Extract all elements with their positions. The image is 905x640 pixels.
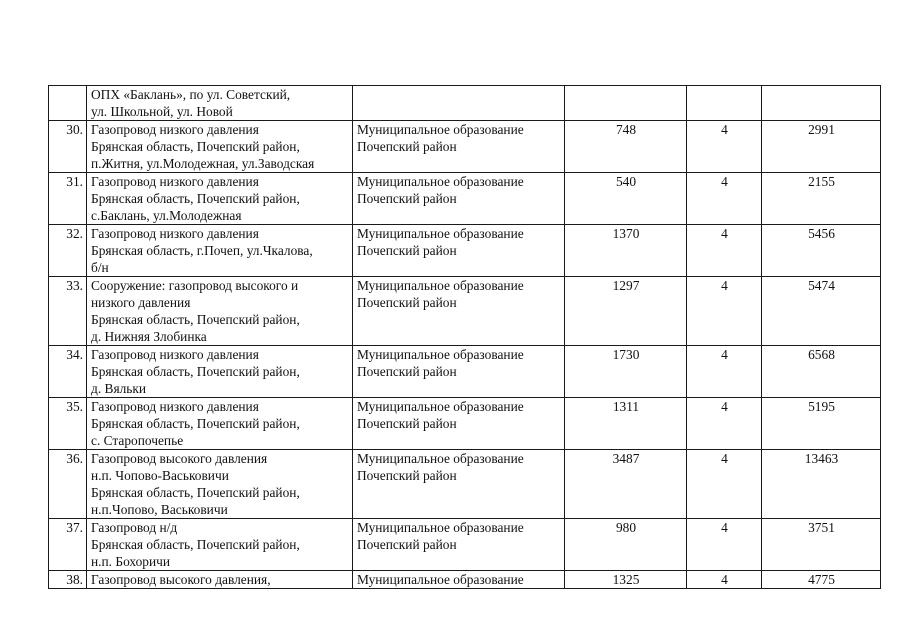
value-cell: 6568: [762, 346, 881, 398]
length-cell: 540: [565, 173, 687, 225]
count-cell: [687, 86, 762, 121]
length-cell: [565, 86, 687, 121]
row-number-cell: 34.: [49, 346, 87, 398]
object-name-line: низкого давления: [91, 295, 191, 310]
table-row: [49, 121, 881, 173]
row-number-cell: 38.: [49, 571, 87, 589]
owner-cell: [353, 225, 565, 277]
object-name-line: п.Житня, ул.Молодежная, ул.Заводская: [91, 156, 315, 171]
object-name-line: Брянская область, Почепский район,: [91, 191, 300, 206]
object-name-line: Газопровод низкого давления: [91, 226, 259, 241]
owner-line: Муниципальное образование: [357, 572, 524, 587]
object-name-cell: [87, 571, 353, 589]
object-name-line: б/н: [91, 260, 109, 275]
object-name-line: ОПХ «Баклань», по ул. Советский,: [91, 87, 291, 102]
value-cell: 4775: [762, 571, 881, 589]
owner-line: Почепский район: [357, 537, 457, 552]
object-name-cell: [87, 346, 353, 398]
owner-line: Почепский район: [357, 468, 457, 483]
owner-cell: [353, 450, 565, 519]
object-name-cell: [87, 225, 353, 277]
row-number-cell: 33.: [49, 277, 87, 346]
owner-line: Почепский район: [357, 364, 457, 379]
object-name-line: Газопровод низкого давления: [91, 399, 259, 414]
object-name-line: Брянская область, Почепский район,: [91, 139, 300, 154]
table-row: [49, 86, 881, 121]
count-cell: 4: [687, 173, 762, 225]
owner-cell: [353, 346, 565, 398]
owner-line: Муниципальное образование: [357, 122, 524, 137]
owner-line: Муниципальное образование: [357, 451, 524, 466]
object-name-cell: [87, 277, 353, 346]
count-cell: 4: [687, 121, 762, 173]
owner-cell: [353, 398, 565, 450]
object-name-line: с.Баклань, ул.Молодежная: [91, 208, 242, 223]
object-name-line: н.п.Чопово, Васьковичи: [91, 502, 228, 517]
object-name-line: Брянская область, Почепский район,: [91, 537, 300, 552]
count-cell: 4: [687, 346, 762, 398]
value-cell: 5474: [762, 277, 881, 346]
object-name-line: д. Нижняя Злобинка: [91, 329, 207, 344]
owner-cell: [353, 519, 565, 571]
object-name-line: Газопровод высокого давления,: [91, 572, 271, 587]
object-name-line: с. Старопочепье: [91, 433, 184, 448]
table-row: [49, 571, 881, 589]
table-row: [49, 225, 881, 277]
object-name-line: н.п. Бохоричи: [91, 554, 171, 569]
length-cell: 1370: [565, 225, 687, 277]
owner-line: Муниципальное образование: [357, 278, 524, 293]
owner-cell: [353, 571, 565, 589]
count-cell: 4: [687, 277, 762, 346]
count-cell: 4: [687, 571, 762, 589]
table-row: [49, 398, 881, 450]
table-row: [49, 346, 881, 398]
length-cell: 748: [565, 121, 687, 173]
length-cell: 980: [565, 519, 687, 571]
object-name-cell: [87, 121, 353, 173]
object-name-line: Сооружение: газопровод высокого и: [91, 278, 299, 293]
object-name-line: н.п. Чопово-Васьковичи: [91, 468, 229, 483]
owner-line: Муниципальное образование: [357, 520, 524, 535]
owner-line: Муниципальное образование: [357, 174, 524, 189]
value-cell: [762, 86, 881, 121]
length-cell: 1297: [565, 277, 687, 346]
object-name-line: ул. Школьной, ул. Новой: [91, 104, 233, 119]
count-cell: 4: [687, 519, 762, 571]
count-cell: 4: [687, 225, 762, 277]
owner-line: Почепский район: [357, 139, 457, 154]
owner-line: Почепский район: [357, 191, 457, 206]
value-cell: 5195: [762, 398, 881, 450]
value-cell: 2155: [762, 173, 881, 225]
owner-cell: [353, 121, 565, 173]
object-name-line: Брянская область, Почепский район,: [91, 312, 300, 327]
owner-cell: [353, 277, 565, 346]
length-cell: 3487: [565, 450, 687, 519]
object-name-cell: [87, 450, 353, 519]
object-name-line: Газопровод низкого давления: [91, 122, 259, 137]
count-cell: 4: [687, 398, 762, 450]
object-name-line: Брянская область, Почепский район,: [91, 364, 300, 379]
value-cell: 5456: [762, 225, 881, 277]
owner-cell: [353, 173, 565, 225]
table-row: [49, 450, 881, 519]
table-row: [49, 173, 881, 225]
table-row: [49, 277, 881, 346]
object-name-line: Брянская область, г.Почеп, ул.Чкалова,: [91, 243, 313, 258]
row-number-cell: 35.: [49, 398, 87, 450]
owner-line: Муниципальное образование: [357, 347, 524, 362]
row-number-cell: 31.: [49, 173, 87, 225]
object-name-cell: [87, 173, 353, 225]
object-name-cell: [87, 519, 353, 571]
table-body: [49, 86, 881, 589]
object-name-line: д. Вяльки: [91, 381, 147, 396]
owner-line: Почепский район: [357, 416, 457, 431]
length-cell: 1325: [565, 571, 687, 589]
owner-line: Почепский район: [357, 243, 457, 258]
table-row: [49, 519, 881, 571]
object-name-line: Газопровод низкого давления: [91, 174, 259, 189]
value-cell: 13463: [762, 450, 881, 519]
row-number-cell: 37.: [49, 519, 87, 571]
object-name-line: Газопровод н/д: [91, 520, 178, 535]
row-number-cell: 32.: [49, 225, 87, 277]
object-name-line: Брянская область, Почепский район,: [91, 485, 300, 500]
value-cell: 3751: [762, 519, 881, 571]
object-name-line: Газопровод низкого давления: [91, 347, 259, 362]
object-name-line: Брянская область, Почепский район,: [91, 416, 300, 431]
object-name-cell: [87, 398, 353, 450]
owner-line: Почепский район: [357, 295, 457, 310]
owner-cell: [353, 86, 565, 121]
object-name-cell: [87, 86, 353, 121]
owner-line: Муниципальное образование: [357, 399, 524, 414]
length-cell: 1311: [565, 398, 687, 450]
count-cell: 4: [687, 450, 762, 519]
row-number-cell: 36.: [49, 450, 87, 519]
row-number-cell: [49, 86, 87, 121]
value-cell: 2991: [762, 121, 881, 173]
length-cell: 1730: [565, 346, 687, 398]
row-number-cell: 30.: [49, 121, 87, 173]
object-name-line: Газопровод высокого давления: [91, 451, 268, 466]
gas-pipeline-registry-table: [48, 85, 881, 589]
owner-line: Муниципальное образование: [357, 226, 524, 241]
